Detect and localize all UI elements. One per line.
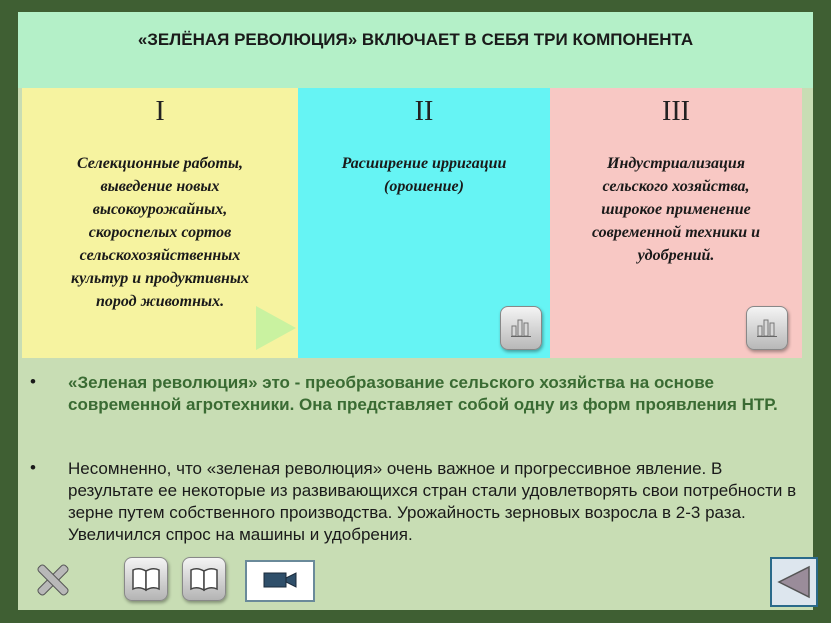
component-column-2 <box>298 88 550 358</box>
component-column-3 <box>550 88 802 358</box>
book-button[interactable] <box>124 557 168 601</box>
component-description: Расширение ирригации (орошение) <box>341 155 507 195</box>
bar-chart-icon <box>756 316 778 338</box>
component-description: Индустриализация сельского хозяйства, широкое применение современной техники и удобрений. <box>591 155 761 264</box>
video-camera-icon <box>263 570 297 590</box>
component-numeral: II <box>414 96 434 127</box>
slide-header <box>18 12 813 88</box>
component-column-1 <box>22 88 298 358</box>
component-numeral: I <box>155 96 165 127</box>
book-icon <box>189 566 219 592</box>
book-button[interactable] <box>182 557 226 601</box>
chart-button[interactable] <box>500 306 542 350</box>
back-arrow-icon <box>776 565 812 599</box>
video-button[interactable] <box>245 560 315 602</box>
bullet-marker: • <box>30 458 36 477</box>
component-numeral: III <box>662 96 690 127</box>
slide <box>18 12 813 610</box>
slide-title: «ЗЕЛЁНАЯ РЕВОЛЮЦИЯ» ВКЛЮЧАЕТ В СЕБЯ ТРИ КОМПОНЕНТА <box>137 30 694 49</box>
chart-button[interactable] <box>746 306 788 350</box>
bar-chart-icon <box>510 316 532 338</box>
component-description: Селекционные работы, выведение новых высокоурожайных, скороспелых сортов сельскохозяйственных культур и продуктивных пород животных. <box>70 155 250 310</box>
back-button[interactable] <box>770 557 818 607</box>
close-icon[interactable] <box>32 559 74 601</box>
play-arrow-icon[interactable] <box>256 306 296 350</box>
bullet-text-significance: Несомненно, что «зеленая революция» очень важное и прогрессивное явление. В результате ее некоторые из развивающихся стран стали удовлетворять свои потребности в зерне путем собственного производства. Урожайность зерновых возросла в 2-3 раза. Увеличился спрос на машины и удобрения. <box>68 459 797 544</box>
bullet-marker: • <box>30 372 36 391</box>
book-icon <box>131 566 161 592</box>
bullet-text-definition: «Зеленая революция» это - преобразование сельского хозяйства на основе современной агротехники. Она представляет собой одну из форм проявления НТР. <box>68 373 778 414</box>
